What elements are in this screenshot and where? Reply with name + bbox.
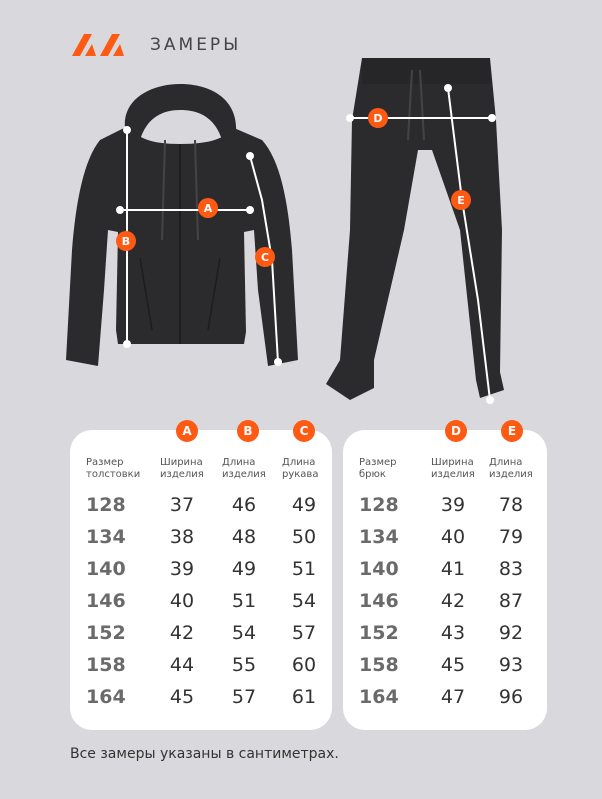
size-cell: 158 (86, 654, 126, 676)
value-cell: 42 (440, 590, 466, 612)
value-cell: 45 (169, 686, 195, 708)
value-cell: 55 (231, 654, 257, 676)
column-header: Размер брюк (359, 457, 397, 480)
value-cell: 43 (440, 622, 466, 644)
column-header: Длина изделия (489, 457, 533, 480)
marker-label-b: B (121, 235, 131, 248)
value-cell: 87 (498, 590, 524, 612)
value-cell: 51 (231, 590, 257, 612)
value-cell: 92 (498, 622, 524, 644)
value-cell: 42 (169, 622, 195, 644)
size-cell: 152 (359, 622, 399, 644)
column-badge: C (293, 420, 315, 442)
column-badge: A (176, 420, 198, 442)
marker-label-a: A (203, 202, 213, 215)
value-cell: 57 (231, 686, 257, 708)
column-badge: B (237, 420, 259, 442)
hoodie-size-table (70, 424, 332, 730)
size-cell: 140 (86, 558, 126, 580)
value-cell: 54 (231, 622, 257, 644)
footer-note: Все замеры указаны в сантиметрах. (70, 746, 339, 762)
size-cell: 146 (86, 590, 126, 612)
value-cell: 40 (169, 590, 195, 612)
marker-label-c: C (260, 251, 270, 264)
value-cell: 93 (498, 654, 524, 676)
value-cell: 83 (498, 558, 524, 580)
size-cell: 164 (86, 686, 126, 708)
value-cell: 57 (291, 622, 317, 644)
column-badge: E (501, 420, 523, 442)
size-cell: 146 (359, 590, 399, 612)
size-cell: 164 (359, 686, 399, 708)
marker-label-e: E (457, 194, 465, 207)
size-cell: 140 (359, 558, 399, 580)
value-cell: 39 (440, 494, 466, 516)
column-header: Длина изделия (222, 457, 266, 480)
value-cell: 78 (498, 494, 524, 516)
value-cell: 41 (440, 558, 466, 580)
size-cell: 134 (86, 526, 126, 548)
pants-image (326, 58, 504, 400)
column-header: Ширина изделия (160, 457, 204, 480)
size-cell: 158 (359, 654, 399, 676)
size-cell: 128 (359, 494, 399, 516)
size-cell: 152 (86, 622, 126, 644)
hoodie-image (66, 84, 298, 366)
value-cell: 38 (169, 526, 195, 548)
column-header: Длина рукава (282, 457, 319, 480)
value-cell: 54 (291, 590, 317, 612)
size-cell: 128 (86, 494, 126, 516)
value-cell: 47 (440, 686, 466, 708)
value-cell: 79 (498, 526, 524, 548)
column-header: Размер толстовки (86, 457, 141, 480)
column-header: Ширина изделия (431, 457, 475, 480)
column-badge: D (445, 420, 467, 442)
value-cell: 60 (291, 654, 317, 676)
value-cell: 48 (231, 526, 257, 548)
value-cell: 49 (231, 558, 257, 580)
value-cell: 61 (291, 686, 317, 708)
marker-label-d: D (373, 112, 383, 125)
pants-size-table (343, 424, 547, 730)
value-cell: 46 (231, 494, 257, 516)
size-cell: 134 (359, 526, 399, 548)
value-cell: 39 (169, 558, 195, 580)
value-cell: 45 (440, 654, 466, 676)
value-cell: 40 (440, 526, 466, 548)
value-cell: 49 (291, 494, 317, 516)
value-cell: 44 (169, 654, 195, 676)
value-cell: 50 (291, 526, 317, 548)
value-cell: 37 (169, 494, 195, 516)
value-cell: 96 (498, 686, 524, 708)
page-title: ЗАМЕРЫ (150, 35, 242, 55)
value-cell: 51 (291, 558, 317, 580)
